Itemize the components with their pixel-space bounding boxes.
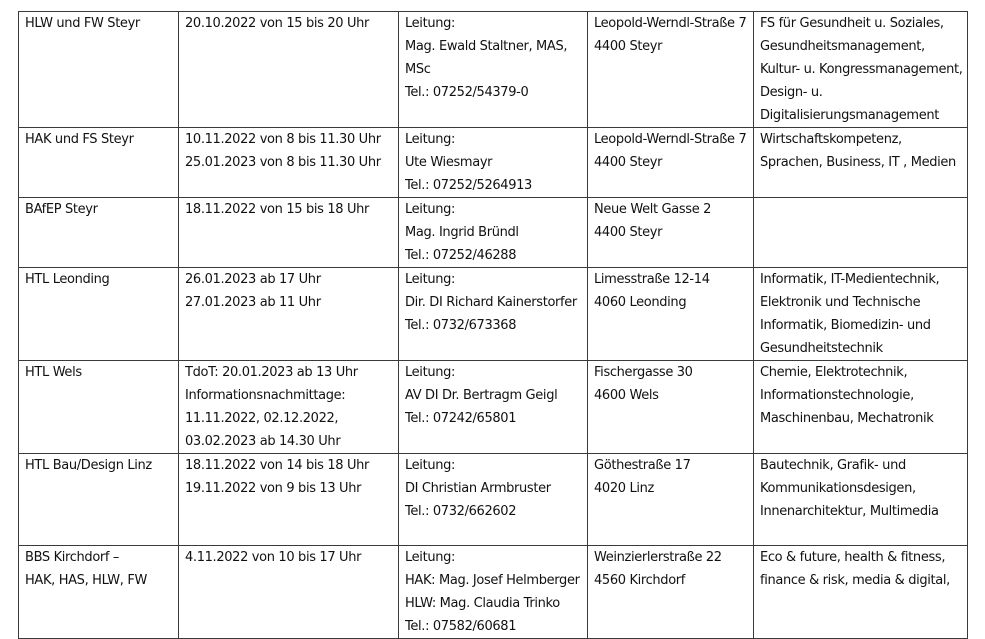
dates-text-line: 18.11.2022 von 14 bis 18 Uhr xyxy=(185,458,370,473)
dates-text-line: 26.01.2023 ab 17 Uhr xyxy=(185,272,321,287)
schools-table xyxy=(18,11,968,639)
contact-text-line: Tel.: 07252/5264913 xyxy=(405,178,532,193)
focus-text-line: Gesundheitstechnik xyxy=(760,341,883,356)
contact-text-line: Leitung: xyxy=(405,550,456,565)
address-cell xyxy=(588,546,754,639)
address-text-line: 4060 Leonding xyxy=(594,295,687,310)
focus-text-line: Informationstechnologie, xyxy=(760,388,914,403)
contact-text-line: Tel.: 0732/673368 xyxy=(405,318,517,333)
contact-text-line: MSc xyxy=(405,62,431,77)
dates-text-line: 4.11.2022 von 10 bis 17 Uhr xyxy=(185,550,362,565)
table-row xyxy=(19,128,968,198)
address-text-line: 4400 Steyr xyxy=(594,225,663,240)
address-text-line: 4600 Wels xyxy=(594,388,659,403)
school-cell xyxy=(19,268,179,361)
school-text-line: BBS Kirchdorf – xyxy=(25,550,120,565)
focus-text-line: Maschinenbau, Mechatronik xyxy=(760,411,934,426)
school-cell xyxy=(19,12,179,128)
focus-text-line: Gesundheitsmanagement, xyxy=(760,39,925,54)
address-text-line: Fischergasse 30 xyxy=(594,365,693,380)
dates-text-line: Informationsnachmittage: xyxy=(185,388,346,403)
focus-text-line: Kommunikationsdesigen, xyxy=(760,481,916,496)
focus-text-line: Informatik, IT-Medientechnik, xyxy=(760,272,940,287)
focus-text-line: Design- u. xyxy=(760,85,823,100)
contact-text-line: HLW: Mag. Claudia Trinko xyxy=(405,596,560,611)
table-row xyxy=(19,268,968,361)
address-text-line: Weinzierlerstraße 22 xyxy=(594,550,722,565)
dates-cell xyxy=(179,128,399,198)
school-cell xyxy=(19,546,179,639)
focus-cell xyxy=(754,12,968,128)
contact-text-line: Leitung: xyxy=(405,458,456,473)
address-cell xyxy=(588,454,754,546)
table-row xyxy=(19,546,968,639)
address-text-line: Göthestraße 17 xyxy=(594,458,691,473)
focus-cell xyxy=(754,454,968,546)
contact-cell xyxy=(399,198,588,268)
focus-text-line: Innenarchitektur, Multimedia xyxy=(760,504,939,519)
school-text-line: BAfEP Steyr xyxy=(25,202,98,217)
school-text-line: HTL Bau/Design Linz xyxy=(25,458,152,473)
address-cell xyxy=(588,198,754,268)
contact-text-line: Leitung: xyxy=(405,132,456,147)
school-text-line: HAK und FS Steyr xyxy=(25,132,134,147)
dates-text-line: 03.02.2023 ab 14.30 Uhr xyxy=(185,434,341,449)
contact-text-line: Mag. Ewald Staltner, MAS, xyxy=(405,39,568,54)
address-text-line: Leopold-Werndl-Straße 7 xyxy=(594,132,747,147)
contact-text-line: AV DI Dr. Bertragm Geigl xyxy=(405,388,558,403)
school-cell xyxy=(19,128,179,198)
dates-cell xyxy=(179,12,399,128)
dates-text-line: 25.01.2023 von 8 bis 11.30 Uhr xyxy=(185,155,381,170)
school-text-line: HTL Leonding xyxy=(25,272,110,287)
focus-text-line: Wirtschaftskompetenz, xyxy=(760,132,902,147)
contact-cell xyxy=(399,454,588,546)
focus-text-line: Informatik, Biomedizin- und xyxy=(760,318,931,333)
contact-text-line: Leitung: xyxy=(405,202,456,217)
contact-text-line: Tel.: 07242/65801 xyxy=(405,411,517,426)
contact-text-line: Tel.: 07252/54379-0 xyxy=(405,85,529,100)
school-cell xyxy=(19,454,179,546)
contact-cell xyxy=(399,546,588,639)
dates-text-line: 11.11.2022, 02.12.2022, xyxy=(185,411,339,426)
address-text-line: 4400 Steyr xyxy=(594,39,663,54)
focus-text-line: Chemie, Elektrotechnik, xyxy=(760,365,908,380)
contact-text-line: Leitung: xyxy=(405,16,456,31)
dates-cell xyxy=(179,268,399,361)
contact-cell xyxy=(399,361,588,454)
dates-text-line: 20.10.2022 von 15 bis 20 Uhr xyxy=(185,16,370,31)
focus-text-line: Digitalisierungsmanagement xyxy=(760,108,939,123)
dates-cell xyxy=(179,546,399,639)
address-cell xyxy=(588,128,754,198)
dates-text-line: 18.11.2022 von 15 bis 18 Uhr xyxy=(185,202,370,217)
school-text-line: HAK, HAS, HLW, FW xyxy=(25,573,147,588)
school-text-line: HLW und FW Steyr xyxy=(25,16,140,31)
contact-text-line: Mag. Ingrid Bründl xyxy=(405,225,519,240)
dates-text-line: 19.11.2022 von 9 bis 13 Uhr xyxy=(185,481,362,496)
table-row xyxy=(19,454,968,546)
contact-text-line: Dir. DI Richard Kainerstorfer xyxy=(405,295,577,310)
focus-text-line: finance & risk, media & digital, xyxy=(760,573,950,588)
address-cell xyxy=(588,361,754,454)
dates-text-line: 10.11.2022 von 8 bis 11.30 Uhr xyxy=(185,132,381,147)
address-text-line: 4020 Linz xyxy=(594,481,654,496)
contact-cell xyxy=(399,128,588,198)
dates-cell xyxy=(179,361,399,454)
address-text-line: Neue Welt Gasse 2 xyxy=(594,202,712,217)
contact-text-line: Tel.: 07582/60681 xyxy=(405,619,517,634)
focus-cell xyxy=(754,128,968,198)
address-text-line: Leopold-Werndl-Straße 7 xyxy=(594,16,747,31)
dates-text-line: 27.01.2023 ab 11 Uhr xyxy=(185,295,321,310)
focus-cell xyxy=(754,198,968,268)
contact-text-line: HAK: Mag. Josef Helmberger xyxy=(405,573,580,588)
contact-text-line: Ute Wiesmayr xyxy=(405,155,493,170)
focus-text-line: Eco & future, health & fitness, xyxy=(760,550,946,565)
school-cell xyxy=(19,361,179,454)
contact-text-line: Tel.: 07252/46288 xyxy=(405,248,517,263)
address-text-line: 4560 Kirchdorf xyxy=(594,573,686,588)
school-text-line: HTL Wels xyxy=(25,365,82,380)
contact-cell xyxy=(399,12,588,128)
contact-cell xyxy=(399,268,588,361)
focus-cell xyxy=(754,268,968,361)
focus-text-line: Sprachen, Business, IT , Medien xyxy=(760,155,956,170)
focus-text-line: Kultur- u. Kongressmanagement, xyxy=(760,62,963,77)
address-cell xyxy=(588,12,754,128)
focus-cell xyxy=(754,546,968,639)
dates-text-line: TdoT: 20.01.2023 ab 13 Uhr xyxy=(185,365,358,380)
contact-text-line: Tel.: 0732/662602 xyxy=(405,504,517,519)
address-text-line: 4400 Steyr xyxy=(594,155,663,170)
address-cell xyxy=(588,268,754,361)
table-body xyxy=(19,12,968,639)
contact-text-line: DI Christian Armbruster xyxy=(405,481,551,496)
focus-text-line: FS für Gesundheit u. Soziales, xyxy=(760,16,944,31)
focus-cell xyxy=(754,361,968,454)
focus-text-line: Elektronik und Technische xyxy=(760,295,921,310)
dates-cell xyxy=(179,454,399,546)
school-cell xyxy=(19,198,179,268)
address-text-line: Limesstraße 12-14 xyxy=(594,272,710,287)
dates-cell xyxy=(179,198,399,268)
table-row xyxy=(19,198,968,268)
table-row xyxy=(19,361,968,454)
table-row xyxy=(19,12,968,128)
focus-text-line: Bautechnik, Grafik- und xyxy=(760,458,906,473)
contact-text-line: Leitung: xyxy=(405,365,456,380)
contact-text-line: Leitung: xyxy=(405,272,456,287)
